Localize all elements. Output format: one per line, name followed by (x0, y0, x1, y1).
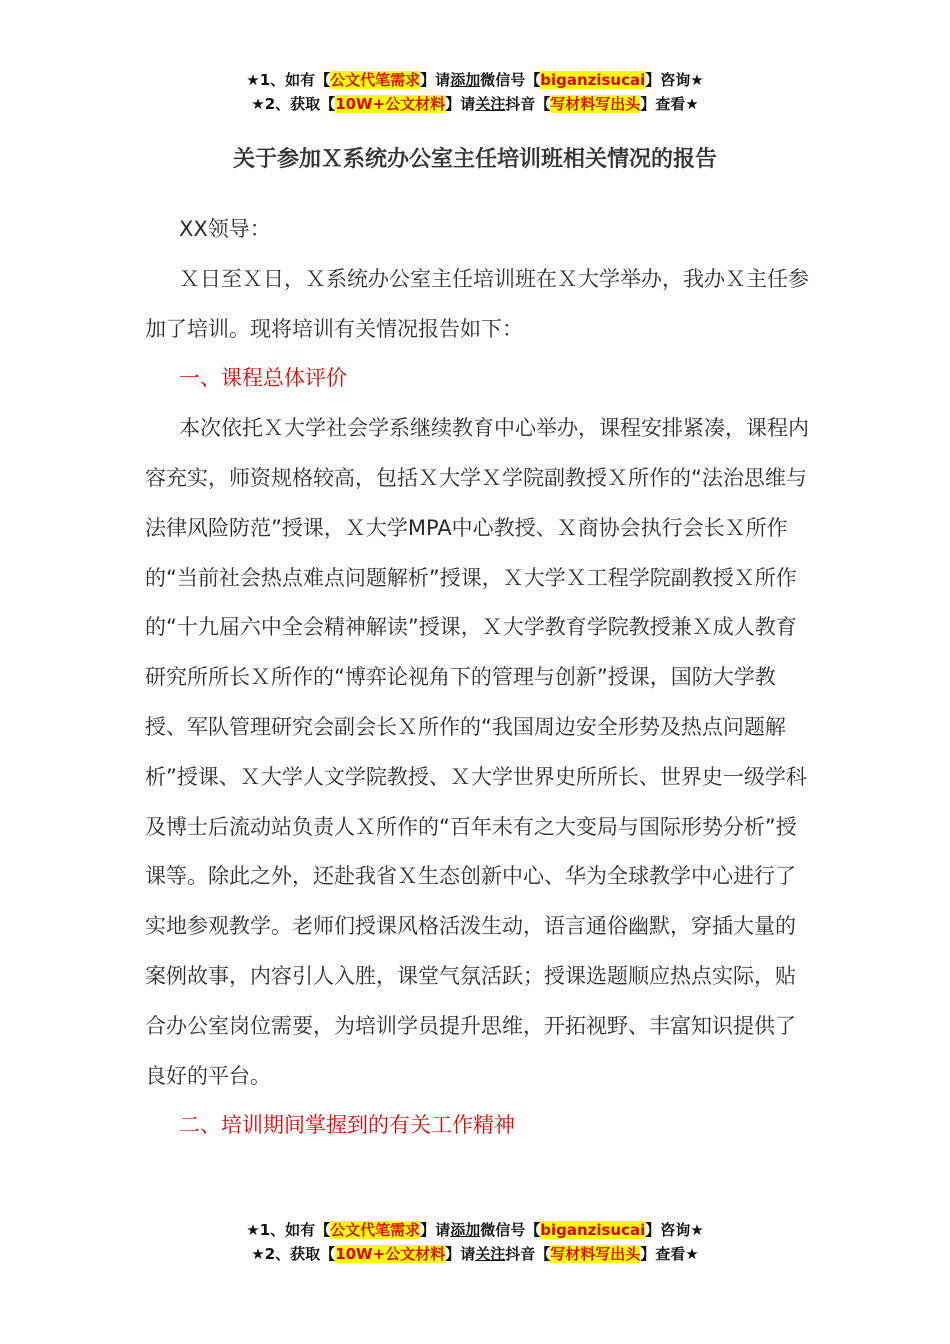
body-paragraph-1: 本次依托Ｘ大学社会学系继续教育中心举办，课程安排紧凑，课程内容充实，师资规格较高，包括Ｘ大学Ｘ学院副教授Ｘ所作的“法治思维与法律风险防范”授课，Ｘ大学MPA中心教授、Ｘ商协会执行会长Ｘ所作的“当前社会热点难点问题解析”授课，Ｘ大学Ｘ工程学院副教授Ｘ所作的“十九届六中全会精神解读”授课，Ｘ大学教育学院教授兼Ｘ成人教育研究所所长Ｘ所作的“博弈论视角下的管理与创新”授课，国防大学教授、军队管理研究会副会长Ｘ所作的“我国周边安全形势及热点问题解析”授课、Ｘ大学人文学院教授、Ｘ大学世界史所所长、世界史一级学科及博士后流动站负责人Ｘ所作的“百年未有之大变局与国际形势分析”授课等。除此之外，还赴我省Ｘ生态创新中心、华为全球教学中心进行了实地参观教学。老师们授课风格活泼生动，语言通俗幽默，穿插大量的案例故事，内容引人入胜，课堂气氛活跃；授课选题顺应热点实际，贴合办公室岗位需要，为培训学员提升思维，开拓视野、丰富知识提供了良好的平台。 (145, 416, 809, 1088)
section-heading-1: 一、课程总体评价 (179, 366, 347, 391)
section-heading-2: 二、培训期间掌握到的有关工作精神 (179, 1113, 515, 1138)
promo-line-2: ★2、获取【10W+公文材料】请关注抖音【写材料写出头】查看★ (251, 95, 699, 113)
promo-footer (0, 1218, 950, 1266)
promo-line-1: ★1、如有【公文代笔需求】请添加微信号【biganzisucai】咨询★ (246, 71, 704, 89)
salutation: XX领导： (179, 217, 271, 241)
highlight-text: 公文代笔需求 (330, 71, 421, 89)
wechat-id: biganzisucai (540, 71, 646, 89)
promo-line-1: ★1、如有【公文代笔需求】请添加微信号【biganzisucai】咨询★ (246, 1221, 704, 1239)
douyin-account: 写材料写出头 (550, 95, 641, 113)
highlight-text: 10W+公文材料 (335, 1245, 446, 1263)
intro-paragraph: Ｘ日至Ｘ日，Ｘ系统办公室主任培训班在Ｘ大学举办，我办Ｘ主任参加了培训。现将培训有关情况报告如下： (145, 266, 809, 341)
document-body (145, 205, 810, 1151)
douyin-account: 写材料写出头 (550, 1245, 641, 1263)
promo-header (0, 68, 950, 116)
wechat-id: biganzisucai (540, 1221, 646, 1239)
highlight-text: 10W+公文材料 (335, 95, 446, 113)
promo-line-2: ★2、获取【10W+公文材料】请关注抖音【写材料写出头】查看★ (251, 1245, 699, 1263)
document-title: 关于参加Ｘ系统办公室主任培训班相关情况的报告 (232, 147, 717, 172)
highlight-text: 公文代笔需求 (330, 1221, 421, 1239)
